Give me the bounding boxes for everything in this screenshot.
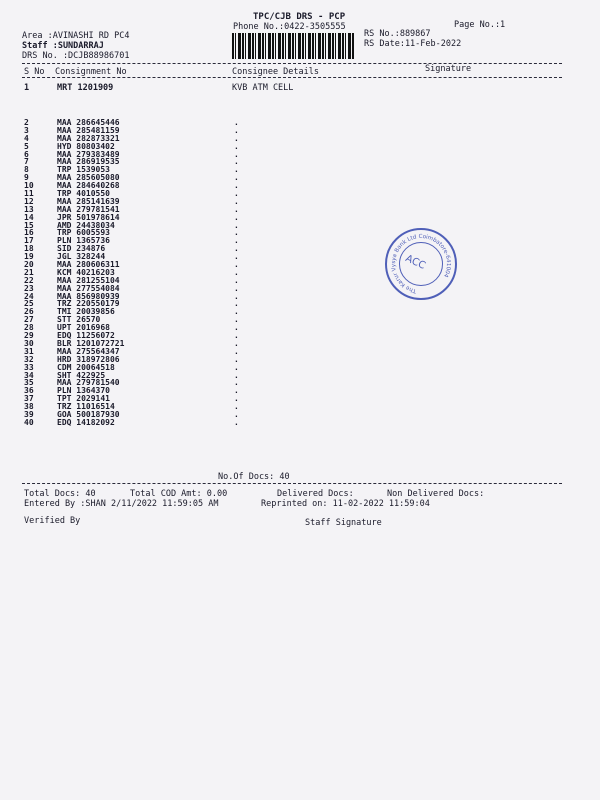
row-dot: . [234,315,239,325]
row-dot: . [234,236,239,246]
row-dot: . [234,252,239,262]
row-dot: . [234,173,239,183]
phone-number: Phone No.:0422-3505555 [233,22,346,32]
row-consignment: MAA 282873321 [57,133,120,143]
divider [22,63,562,64]
document-title: TPC/CJB DRS - PCP [253,12,346,22]
row-sno: 28 [24,323,34,333]
row-sno: 40 [24,417,34,427]
row-consignment: MAA 284640268 [57,181,120,191]
row-sno: 23 [24,283,34,293]
row-sno: 36 [24,386,34,396]
row-dot: . [234,149,239,159]
row-dot: . [234,133,239,143]
row-consignment: TRZ 220550179 [57,299,120,309]
row-sno: 5 [24,141,29,151]
row-sno: 30 [24,338,34,348]
row-sno: 32 [24,354,34,364]
row-consignment: JPR 501978614 [57,212,120,222]
row-dot: . [234,362,239,372]
column-header-consignment: Consignment No [55,67,127,77]
total-cod-amount: Total COD Amt: 0.00 [130,489,228,499]
column-header-consignee: Consignee Details [232,67,319,77]
row-consignment: STT 26570 [57,315,101,325]
row-dot: . [234,204,239,214]
row-sno: 24 [24,291,34,301]
row-sno: 35 [24,378,34,388]
row-sno: 14 [24,212,34,222]
verified-by: Verified By [24,516,81,526]
row-dot: . [234,291,239,301]
row-sno: 21 [24,267,34,277]
row-sno: 25 [24,299,34,309]
row-consignment: EDQ 14182092 [57,417,115,427]
row-consignment: TMI 20039856 [57,307,115,317]
row-consignment: MAA 279383489 [57,149,120,159]
row-consignment: TRP 4010550 [57,189,110,199]
row-consignment: JGL 328244 [57,252,106,262]
row-dot: . [234,299,239,309]
row-sno: 31 [24,346,34,356]
row-consignment: MAA 280606311 [57,260,120,270]
row-consignment: CDM 20064518 [57,362,115,372]
divider [22,77,562,78]
barcode [232,33,354,59]
row-dot: . [234,394,239,404]
row-sno: 39 [24,409,34,419]
row-dot: . [234,378,239,388]
row-consignment: TRP 1539053 [57,165,110,175]
row-dot: . [234,125,239,135]
row-dot: . [234,402,239,412]
row-dot: . [234,165,239,175]
row-sno: 38 [24,402,34,412]
row-consignment: MAA 285605080 [57,173,120,183]
row-sno: 22 [24,275,34,285]
row-dot: . [234,267,239,277]
row-dot: . [234,331,239,341]
row-dot: . [234,323,239,333]
row-consignment: MAA 277554084 [57,283,120,293]
total-docs: Total Docs: 40 [24,489,96,499]
row-dot: . [234,141,239,151]
row-sno: 2 [24,118,29,127]
row-consignment: MAA 279781540 [57,378,120,388]
stamp-ring-text [385,228,457,300]
row-sno: 29 [24,331,34,341]
row-dot: . [234,212,239,222]
row-1-consignee: KVB ATM CELL [232,83,294,93]
row-dot: . [234,157,239,167]
row-sno: 17 [24,236,34,246]
row-sno: 20 [24,260,34,270]
column-header-sno: S No [24,67,45,77]
svg-text:The Karur Vysya Bank Ltd Coimb: The Karur Vysya Bank Ltd Coimbatore-641004 [390,233,452,294]
divider [22,483,562,484]
row-sno: 4 [24,133,29,143]
row-consignment: SID 234876 [57,244,106,254]
row-sno: 13 [24,204,34,214]
table-row [24,419,264,427]
row-consignment: MAA 286645446 [57,118,120,127]
row-consignment: SHT 422925 [57,370,106,380]
row-dot: . [234,283,239,293]
row-consignment: PLN 1365736 [57,236,110,246]
rs-number: RS No.:889867 [364,29,431,39]
row-consignment: MAA 281255104 [57,275,120,285]
row-dot: . [234,189,239,199]
row-dot: . [234,346,239,356]
reprinted-on: Reprinted on: 11-02-2022 11:59:04 [261,499,430,509]
row-dot: . [234,354,239,364]
row-sno: 33 [24,362,34,372]
row-consignment: MAA 285141639 [57,196,120,206]
drs-number: DRS No. :DCJB88986701 [22,51,130,61]
row-dot: . [234,409,239,419]
row-sno: 7 [24,157,29,167]
row-dot: . [234,181,239,191]
row-sno: 6 [24,149,29,159]
row-1-sno: 1 [24,83,30,93]
row-dot: . [234,370,239,380]
row-dot: . [234,275,239,285]
row-consignment: UPT 2016968 [57,323,110,333]
row-consignment: KCM 40216203 [57,267,115,277]
row-consignment: TPT 2029141 [57,394,110,404]
row-consignment: MAA 285481159 [57,125,120,135]
row-consignment: HYD 80803402 [57,141,115,151]
row-dot: . [234,196,239,206]
row-sno: 27 [24,315,34,325]
staff-label: Staff :SUNDARRAJ [22,41,104,51]
row-dot: . [234,338,239,348]
row-sno: 9 [24,173,29,183]
row-consignment: MAA 286919535 [57,157,120,167]
row-consignment: MAA 279781541 [57,204,120,214]
bank-stamp [385,228,457,300]
row-consignment: AMD 24438034 [57,220,115,230]
row-dot: . [234,307,239,317]
row-consignment: PLN 1364370 [57,386,110,396]
row-1-consignment: MRT 1201909 [57,83,114,93]
non-delivered-docs: Non Delivered Docs: [387,489,485,499]
row-sno: 19 [24,252,34,262]
row-dot: . [234,386,239,396]
row-consignment: HRD 318972806 [57,354,120,364]
page-number: Page No.:1 [454,20,506,30]
row-sno: 8 [24,165,29,175]
row-dot: . [234,417,239,427]
delivered-docs: Delivered Docs: [277,489,354,499]
row-consignment: TRP 6005593 [57,228,110,238]
column-header-signature: Signature [425,64,472,74]
stamp-center-text: ACC [403,253,427,272]
row-consignment: MAA 275564347 [57,346,120,356]
row-sno: 18 [24,244,34,254]
entered-by: Entered By :SHAN 2/11/2022 11:59:05 AM [24,499,219,509]
row-consignment: EDQ 11256072 [57,331,115,341]
row-sno: 34 [24,370,34,380]
staff-signature: Staff Signature [305,518,382,528]
row-dot: . [234,244,239,254]
row-consignment: TRZ 11016514 [57,402,115,412]
row-sno: 16 [24,228,34,238]
row-dot: . [234,228,239,238]
row-sno: 37 [24,394,34,404]
row-sno: 3 [24,125,29,135]
row-consignment: GOA 500187930 [57,409,120,419]
row-sno: 12 [24,196,34,206]
area-label: Area :AVINASHI RD PC4 [22,31,130,41]
row-dot: . [234,118,239,127]
consignment-list [24,119,264,427]
no-of-docs: No.Of Docs: 40 [218,472,290,482]
row-consignment: MAA 856980939 [57,291,120,301]
row-sno: 10 [24,181,34,191]
rs-date: RS Date:11-Feb-2022 [364,39,462,49]
row-sno: 15 [24,220,34,230]
row-consignment: BLR 1201072721 [57,338,125,348]
row-sno: 11 [24,189,34,199]
row-dot: . [234,260,239,270]
row-sno: 26 [24,307,34,317]
row-dot: . [234,220,239,230]
